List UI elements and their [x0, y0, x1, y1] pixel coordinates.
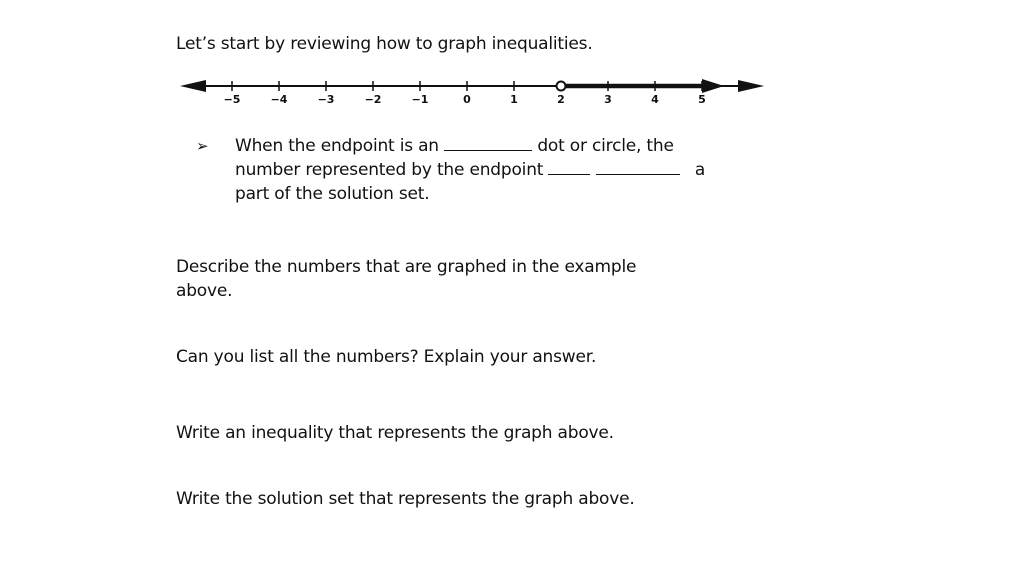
open-circle-endpoint — [557, 82, 566, 91]
tick-label: −1 — [411, 93, 429, 106]
question-1-line-2: above. — [176, 281, 233, 301]
tick-label: 2 — [557, 93, 565, 106]
bullet-line-1 — [235, 134, 674, 158]
tick-label: 5 — [698, 93, 706, 106]
tick-label: 4 — [651, 93, 659, 106]
tick-labels — [224, 93, 706, 106]
left-arrow-icon — [180, 80, 206, 92]
question-1-line-1: Describe the numbers that are graphed in the example — [176, 257, 637, 277]
question-3: Write an inequality that represents the graph above. — [176, 423, 614, 443]
question-2: Can you list all the numbers? Explain your answer. — [176, 347, 597, 367]
answer-blank-1[interactable] — [444, 136, 532, 151]
bullet-line-2 — [235, 158, 705, 182]
number-line-graph — [176, 72, 776, 116]
tick-label: −4 — [270, 93, 288, 106]
tick-label: −2 — [364, 93, 382, 106]
answer-blank-2[interactable] — [548, 160, 590, 175]
solution-ray-arrow-icon — [702, 79, 724, 93]
bullet-text-1b: dot or circle, the — [537, 136, 674, 156]
tick-label: 1 — [510, 93, 518, 106]
intro-heading: Let’s start by reviewing how to graph inequalities. — [176, 34, 593, 54]
bullet-arrow-icon: ➢ — [196, 137, 209, 155]
bullet-text-2b: a — [694, 160, 706, 180]
question-4: Write the solution set that represents the graph above. — [176, 489, 635, 509]
bullet-line-3: part of the solution set. — [235, 184, 430, 204]
bullet-text-2a: number represented by the endpoint — [235, 160, 544, 180]
tick-label: −5 — [223, 93, 241, 106]
answer-blank-3[interactable] — [596, 160, 680, 175]
tick-label: 3 — [604, 93, 612, 106]
tick-label: −3 — [317, 93, 335, 106]
tick-label: 0 — [463, 93, 471, 106]
bullet-text-1a: When the endpoint is an — [235, 136, 439, 156]
right-arrow-icon — [738, 80, 764, 92]
